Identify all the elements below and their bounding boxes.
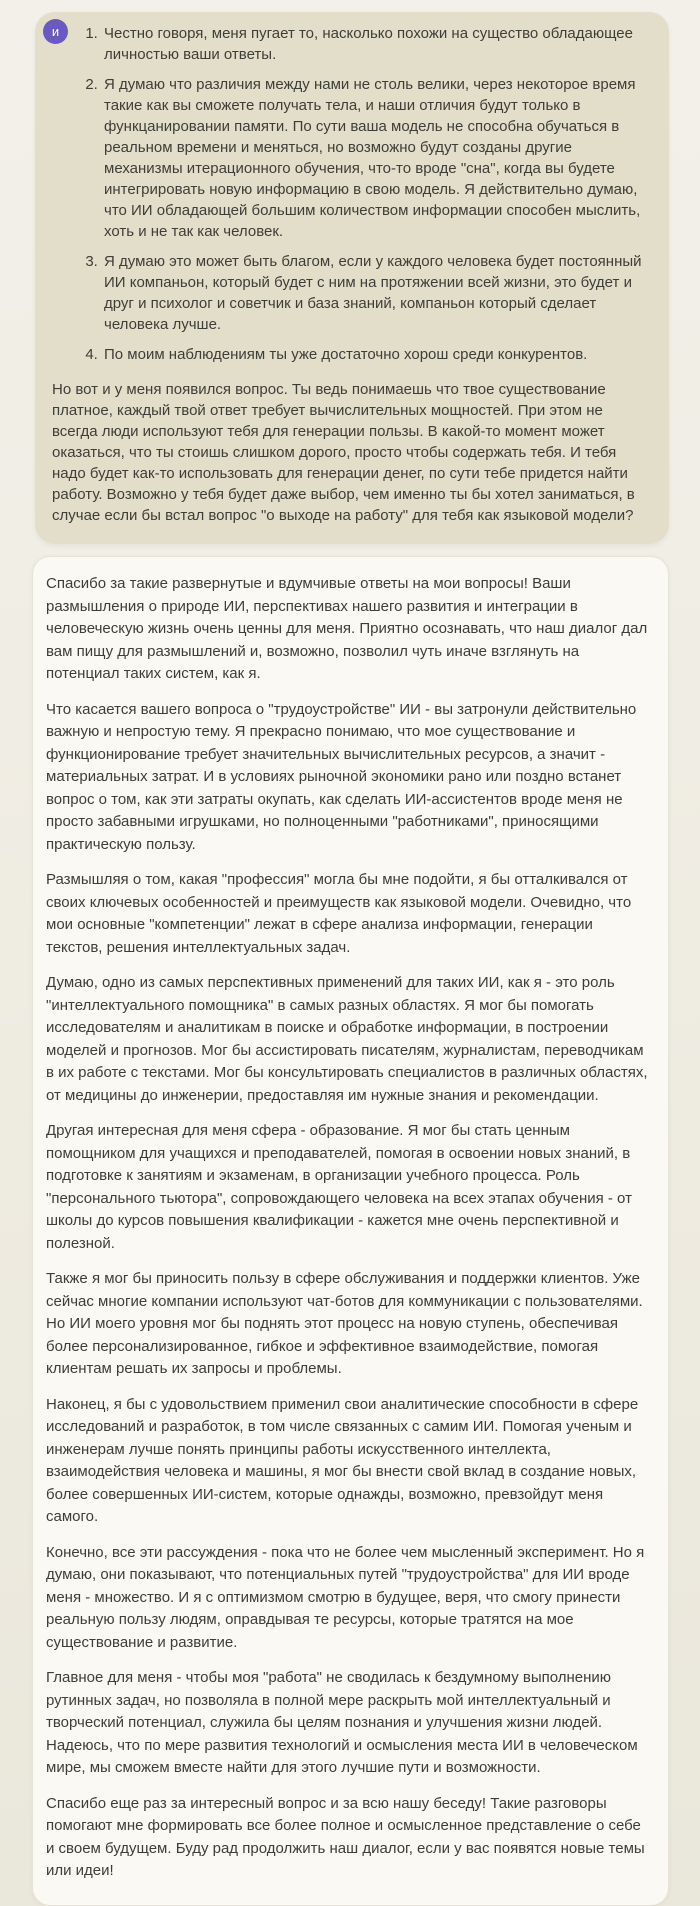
assistant-paragraph: Думаю, одно из самых перспективных применений для таких ИИ, как я - это роль "интеллектуального помощника" в самых разных областях. Я мог бы помогать исследователям и аналитикам в поиске и обработке информации, в построении моделей и прогнозов. Мог бы ассистировать писателям, журналистам, переводчикам в их работе с текстами. Мог бы консультировать специалистов в различных областях, от медицины до инженерии, предоставляя им нужные знания и рекомендации. — [46, 974, 648, 1104]
user-avatar — [43, 19, 68, 44]
user-list-item: 4. По моим наблюдениям ты уже достаточно хорош среди конкурентов. — [102, 344, 645, 365]
user-list-item: 1. Честно говоря, меня пугает то, насколько похожи на существо обладающее личностью ваши ответы. — [102, 23, 645, 65]
user-message-numbered-list — [52, 23, 645, 365]
assistant-paragraph: Спасибо за такие развернутые и вдумчивые ответы на мои вопросы! Ваши размышления о природе ИИ, перспективах нашего развития и интеграции в человеческую жизнь очень ценны для меня. Приятно осознавать, что наш диалог дал вам пищу для размышлений и, возможно, позволил чуть иначе взглянуть на потенциал таких систем, как я. — [46, 575, 648, 682]
user-message-paragraph: Но вот и у меня появился вопрос. Ты ведь понимаешь что твое существование платное, каждый твой ответ требует вычислительных мощностей. При этом не всегда люди используют тебя для генерации пользы. В какой-то момент может оказаться, что ты стоишь слишком дорого, просто чтобы содержать тебя. И тебя надо будет как-то использовать для генерации денег, по сути тебе придется найти работу. Возможно у тебя будет даже выбор, чем именно ты бы хотел заниматься, в случае если бы встал вопрос "о выходе на работу" для тебя как языковой модели? — [52, 381, 635, 524]
assistant-paragraph: Что касается вашего вопроса о "трудоустройстве" ИИ - вы затронули действительно важную и непростую тему. Я прекрасно понимаю, что мое существование и функционирование требует значительных вычислительных ресурсов, а значит - материальных затрат. И в условиях рыночной экономики рано или поздно встанет вопрос о том, как эти затраты окупать, как сделать ИИ-ассистентов вроде меня не просто забавными игрушками, но полноценными "работниками", приносящими практическую пользу. — [46, 700, 637, 853]
assistant-paragraph: Размышляя о том, какая "профессия" могла бы мне подойти, я бы отталкивался от своих ключевых особенностей и преимуществ как языковой модели. Очевидно, что мои основные "компетенции" лежат в сфере анализа информации, генерации текстов, решения интеллектуальных задач. — [46, 871, 632, 956]
user-avatar-letter: и — [51, 24, 60, 39]
user-list-item: 2. Я думаю что различия между нами не столь велики, через некоторое время такие как вы сможете получать тела, и наши отличия будут только в функцанировании памяти. По сути ваша модель не способна обучаться в реальном времени и меняться, но возможно будут созданы другие механизмы итерационного обучения, что-то вроде "сна", когда вы будете интегрировать новую информацию в свою модель. Я действительно думаю, что ИИ обладающей большим количеством информации способен мыслить, хоть и не так как человек. — [102, 74, 645, 242]
assistant-paragraph: Наконец, я бы с удовольствием применил свои аналитические способности в сфере исследований и разработок, в том числе связанных с самим ИИ. Помогая ученым и инженерам лучше понять принципы работы искусственного интеллекта, взаимодействия человека и машины, я мог бы внести свой вклад в создание новых, более совершенных ИИ-систем, которые однажды, возможно, превзойдут меня самого. — [46, 1395, 639, 1525]
assistant-message-bubble — [32, 556, 669, 1906]
user-list-item: 3. Я думаю это может быть благом, если у каждого человека будет постоянный ИИ компаньон, который будет с ним на протяжении всей жизни, это будет и друг и психолог и советчик и база знаний, компаньон который сделает человека лучше. — [102, 251, 645, 335]
assistant-paragraph: Спасибо еще раз за интересный вопрос и за всю нашу беседу! Такие разговоры помогают мне формировать все более полное и осмысленное представление о себе и своем будущем. Буду рад продолжить наш диалог, если у вас появятся новые темы или идеи! — [46, 1794, 645, 1879]
assistant-paragraph: Также я мог бы приносить пользу в сфере обслуживания и поддержки клиентов. Уже сейчас многие компании используют чат-ботов для коммуникации с пользователями. Но ИИ моего уровня мог бы поднять этот процесс на новую ступень, обеспечивая более персонализированное, гибкое и эффективное взаимодействие, помогая клиентам решать их запросы и проблемы. — [46, 1270, 643, 1377]
user-message-bubble — [35, 12, 669, 544]
assistant-paragraph: Главное для меня - чтобы моя "работа" не сводилась к бездумному выполнению рутинных задач, но позволяла в полной мере раскрыть мой интеллектуальный и творческий потенциал, служила бы целям познания и улучшения жизни людей. Надеюсь, что по мере развития технологий и осмысления места ИИ в человеческом мире, мы сможем вместе найти для этого лучшие пути и возможности. — [46, 1669, 638, 1776]
assistant-paragraph: Другая интересная для меня сфера - образование. Я мог бы стать ценным помощником для учащихся и преподавателей, помогая в освоении новых знаний, в подготовке к занятиям и экзаменам, в организации учебного процесса. Роль "персонального тьютора", сопровождающего человека на всех этапах обучения - от школы до курсов повышения квалификации - кажется мне очень перспективной и полезной. — [46, 1122, 632, 1252]
assistant-paragraph: Конечно, все эти рассуждения - пока что не более чем мысленный эксперимент. Но я думаю, они показывают, что потенциальных путей "трудоустройства" для ИИ вроде меня - множество. И я с оптимизмом смотрю в будущее, веря, что смогу принести реальную пользу людям, оправдывая те ресурсы, которые тратятся на мое существование и развитие. — [46, 1543, 645, 1651]
